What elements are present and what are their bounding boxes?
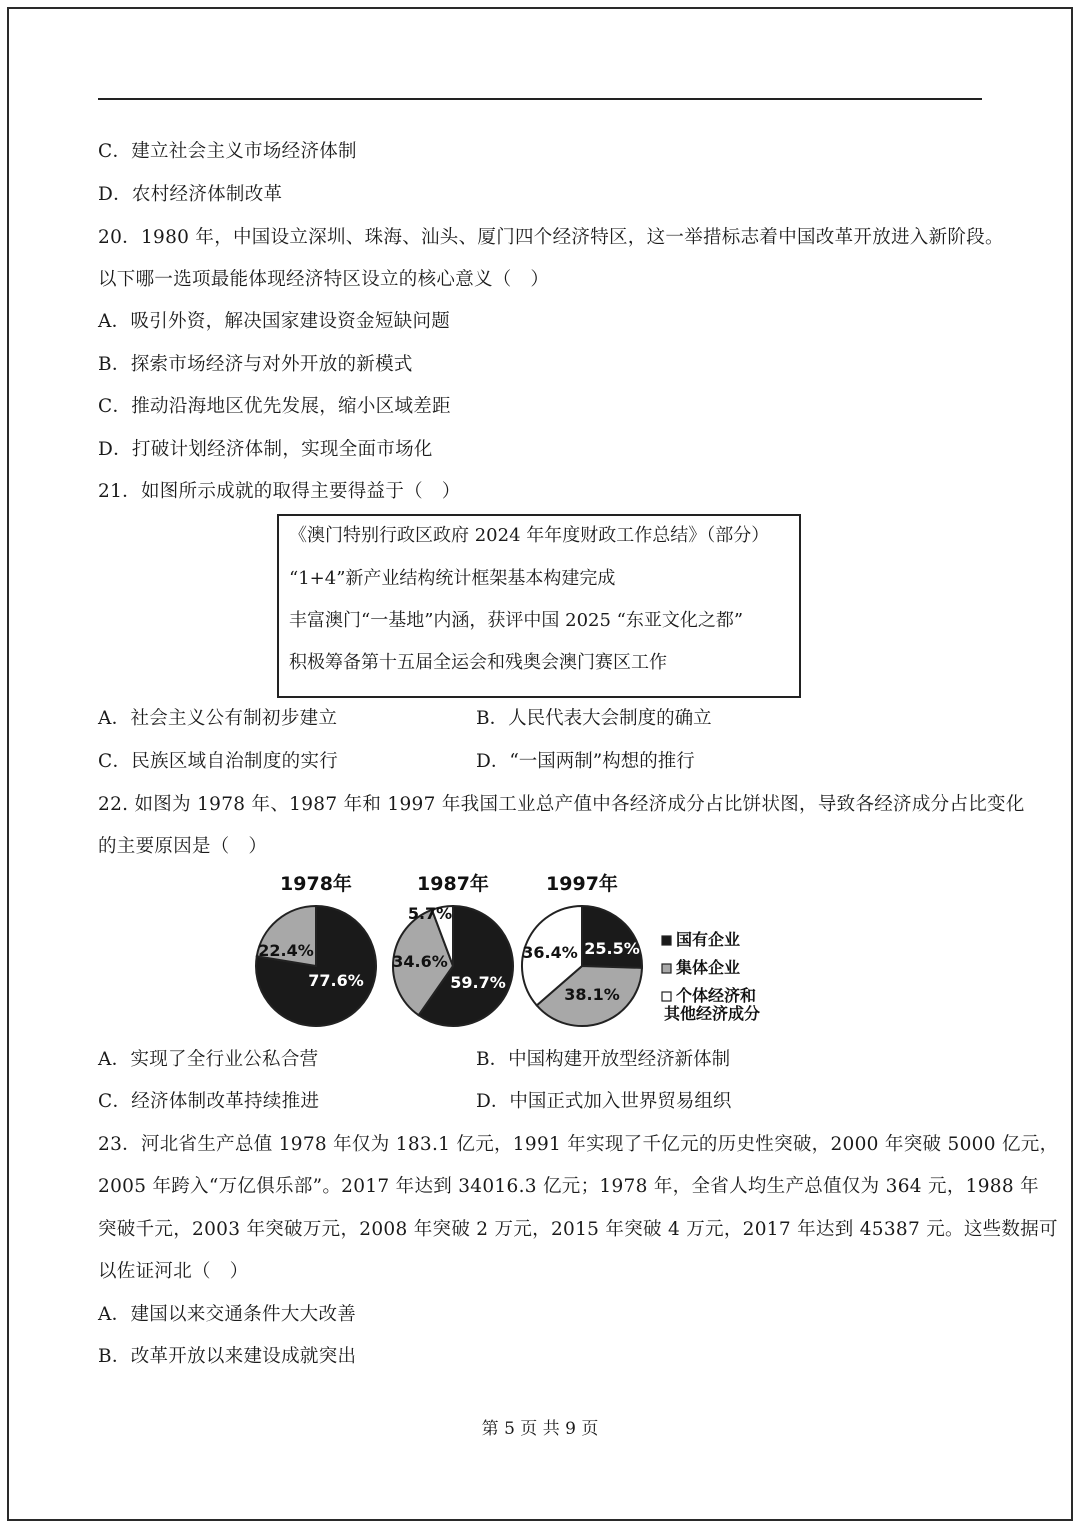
pie-title-0: 1978年 (280, 873, 352, 895)
q20-option-d: D．打破计划经济体制，实现全面市场化 (98, 439, 433, 460)
q21-box-line2: “1+4”新产业结构统计框架基本构建完成 (289, 568, 616, 589)
q21-material-box (277, 514, 801, 698)
q23-stem-line2: 2005 年跨入“万亿俱乐部”。2017 年达到 34016.3 亿元；1978 年，全省人均生产总值仅为 364 元，1988 年 (98, 1176, 1039, 1197)
legend-label-2-line2: 其他经济成分 (664, 1004, 761, 1023)
legend-swatch-2 (662, 992, 671, 1001)
q22-stem-line2: 的主要原因是（ ） (98, 836, 268, 857)
legend-label-0: 国有企业 (676, 930, 741, 949)
q20-option-b: B．探索市场经济与对外开放的新模式 (98, 354, 413, 375)
q21-box-line4: 积极筹备第十五届全运会和残奥会澳门赛区工作 (289, 652, 667, 673)
q22-stem-line1: 22. 如图为 1978 年、1987 年和 1997 年我国工业总产值中各经济成分占比饼状图，导致各经济成分占比变化 (98, 794, 1025, 815)
pie-title-1: 1987年 (417, 873, 489, 895)
q23-stem-line3: 突破千元，2003 年突破万元，2008 年突破 2 万元，2015 年突破 4 万元，2017 年达到 45387 元。这些数据可 (98, 1219, 1058, 1240)
q19-option-d: D．农村经济体制改革 (98, 184, 283, 205)
pie-label-0-1: 22.4% (258, 941, 314, 960)
q23-stem-line1: 23．河北省生产总值 1978 年仅为 183.1 亿元，1991 年实现了千亿元的历史性突破，2000 年突破 5000 亿元， (98, 1134, 1059, 1155)
q21-option-b: B．人民代表大会制度的确立 (476, 708, 712, 729)
q22-option-b: B．中国构建开放型经济新体制 (476, 1049, 731, 1070)
pie-label-0-0: 77.6% (308, 971, 364, 990)
q21-option-d: D．“一国两制”构想的推行 (476, 751, 695, 772)
q23-option-b: B．改革开放以来建设成就突出 (98, 1346, 357, 1367)
q19-option-c: C．建立社会主义市场经济体制 (98, 141, 357, 162)
q21-box-line3: 丰富澳门“一基地”内涵，获评中国 2025 “东亚文化之都” (289, 610, 744, 631)
q23-stem-line4: 以佐证河北（ ） (98, 1261, 249, 1282)
pie-label-1-2: 5.7% (407, 904, 453, 923)
legend-swatch-0 (662, 936, 671, 945)
legend-swatch-1 (662, 964, 671, 973)
pie-label-1-0: 59.7% (450, 973, 506, 992)
q20-option-a: A．吸引外资，解决国家建设资金短缺问题 (98, 311, 451, 332)
pie-label-2-1: 38.1% (564, 985, 620, 1004)
legend-label-1: 集体企业 (676, 958, 741, 977)
q20-stem-line2: 以下哪一选项最能体现经济特区设立的核心意义（ ） (98, 269, 550, 290)
q21-option-c: C．民族区域自治制度的实行 (98, 751, 339, 772)
q21-option-a: A．社会主义公有制初步建立 (98, 708, 338, 729)
q21-stem: 21．如图所示成就的取得主要得益于（ ） (98, 481, 461, 502)
pie-title-2: 1997年 (546, 873, 618, 895)
q22-option-a: A．实现了全行业公私合营 (98, 1049, 319, 1070)
pie-label-2-2: 36.4% (522, 943, 578, 962)
legend-label-2-line1: 个体经济和 (676, 986, 757, 1005)
page-footer: 第 5 页 共 9 页 (481, 1419, 599, 1439)
pie-label-2-0: 25.5% (584, 939, 640, 958)
q20-option-c: C．推动沿海地区优先发展，缩小区域差距 (98, 396, 451, 417)
q22-option-d: D．中国正式加入世界贸易组织 (476, 1091, 732, 1112)
q20-stem-line1: 20．1980 年，中国设立深圳、珠海、汕头、厦门四个经济特区，这一举措标志着中国改革开放进入新阶段。 (98, 227, 1004, 248)
q23-option-a: A．建国以来交通条件大大改善 (98, 1304, 357, 1325)
q22-option-c: C．经济体制改革持续推进 (98, 1091, 320, 1112)
header-rule (98, 98, 982, 100)
pie-slice-2-0 (582, 906, 642, 968)
pie-label-1-1: 34.6% (392, 952, 448, 971)
q21-box-line1: 《澳门特别行政区政府 2024 年年度财政工作总结》（部分） (289, 525, 770, 546)
pie-charts-figure (250, 868, 810, 1038)
